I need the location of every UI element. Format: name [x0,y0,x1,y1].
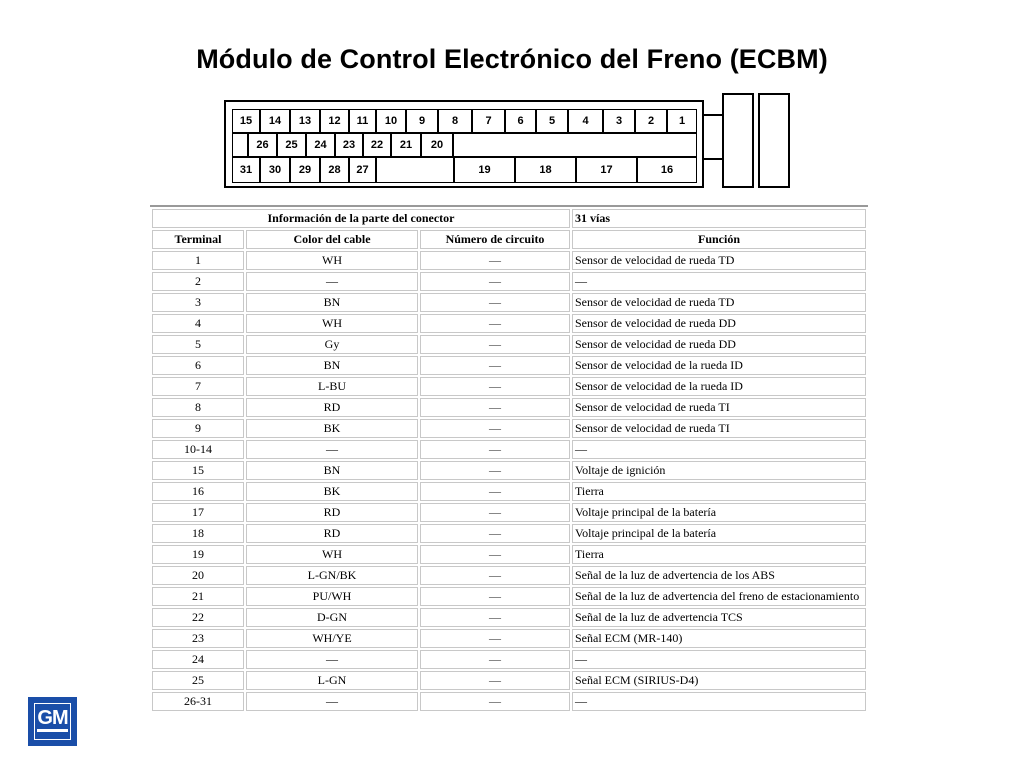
connector-info-value: 31 vías [572,209,866,228]
wire-color-cell: BN [246,461,418,480]
connector-pin: 3 [603,109,635,133]
connector-pin: 4 [568,109,603,133]
header-function: Función [572,230,866,249]
connector-pin: 28 [320,157,349,183]
terminal-cell: 26-31 [152,692,244,711]
circuit-number-cell: — [420,419,570,438]
function-cell: Señal de la luz de advertencia del freno de estacionamiento [572,587,866,606]
terminal-cell: 20 [152,566,244,585]
wire-color-cell: Gy [246,335,418,354]
connector-pin: 29 [290,157,320,183]
wire-color-cell: WH [246,314,418,333]
table-row [152,545,866,564]
terminal-cell: 21 [152,587,244,606]
table-row [152,251,866,270]
connector-pin: 22 [363,133,391,157]
circuit-number-cell: — [420,314,570,333]
gm-logo [28,697,77,746]
wire-color-cell: — [246,440,418,459]
table-row [152,272,866,291]
function-cell: — [572,272,866,291]
table-row [152,377,866,396]
function-cell: Sensor de velocidad de la rueda ID [572,356,866,375]
wire-color-cell: D-GN [246,608,418,627]
function-cell: Señal ECM (SIRIUS-D4) [572,671,866,690]
connector-pin: 17 [576,157,637,183]
circuit-number-cell: — [420,356,570,375]
terminal-cell: 17 [152,503,244,522]
pinout-table [150,207,868,713]
wire-color-cell: — [246,692,418,711]
table-row [152,398,866,417]
terminal-cell: 1 [152,251,244,270]
connector-latch-left [722,93,754,188]
terminal-cell: 24 [152,650,244,669]
table-row [152,629,866,648]
table-row [152,503,866,522]
wire-color-cell: RD [246,524,418,543]
wire-color-cell: RD [246,503,418,522]
wire-color-cell: L-GN [246,671,418,690]
connector-pin: 10 [376,109,406,133]
function-cell: Señal de la luz de advertencia de los ABS [572,566,866,585]
wire-color-cell: BK [246,482,418,501]
connector-diagram [224,100,704,188]
function-cell: Señal ECM (MR-140) [572,629,866,648]
connector-pin: 19 [454,157,515,183]
table-row [152,461,866,480]
connector-info-label: Información de la parte del conector [152,209,570,228]
circuit-number-cell: — [420,608,570,627]
connector-pin: 20 [421,133,453,157]
function-cell: Tierra [572,482,866,501]
circuit-number-cell: — [420,461,570,480]
header-terminal: Terminal [152,230,244,249]
circuit-number-cell: — [420,671,570,690]
table-row [152,356,866,375]
connector-pin: 25 [277,133,306,157]
terminal-cell: 16 [152,482,244,501]
function-cell: Voltaje principal de la batería [572,524,866,543]
terminal-cell: 3 [152,293,244,312]
connector-pin: 1 [667,109,697,133]
connector-stub-bottom [702,158,724,160]
terminal-cell: 5 [152,335,244,354]
table-row [152,440,866,459]
circuit-number-cell: — [420,545,570,564]
connector-pin: 18 [515,157,576,183]
connector-pin: 12 [320,109,349,133]
table-row [152,524,866,543]
circuit-number-cell: — [420,440,570,459]
connector-pin: 21 [391,133,421,157]
function-cell: Sensor de velocidad de rueda TI [572,419,866,438]
function-cell: — [572,440,866,459]
function-cell: Sensor de velocidad de rueda TI [572,398,866,417]
function-cell: Sensor de velocidad de la rueda ID [572,377,866,396]
terminal-cell: 22 [152,608,244,627]
wire-color-cell: — [246,650,418,669]
connector-pin: 23 [335,133,363,157]
table-row [152,650,866,669]
wire-color-cell: PU/WH [246,587,418,606]
table-row [152,419,866,438]
terminal-cell: 2 [152,272,244,291]
terminal-cell: 8 [152,398,244,417]
terminal-cell: 6 [152,356,244,375]
circuit-number-cell: — [420,377,570,396]
wire-color-cell: — [246,272,418,291]
connector-pin: 9 [406,109,438,133]
table-row [152,566,866,585]
connector-pin: 27 [349,157,376,183]
connector-latch-right [758,93,790,188]
terminal-cell: 19 [152,545,244,564]
table-row [152,671,866,690]
circuit-number-cell: — [420,566,570,585]
terminal-cell: 9 [152,419,244,438]
terminal-cell: 18 [152,524,244,543]
circuit-number-cell: — [420,272,570,291]
connector-pin: 16 [637,157,697,183]
connector-stub-top [702,114,724,116]
terminal-cell: 25 [152,671,244,690]
circuit-number-cell: — [420,587,570,606]
connector-pin: 24 [306,133,335,157]
wire-color-cell: BN [246,356,418,375]
wire-color-cell: WH [246,251,418,270]
circuit-number-cell: — [420,524,570,543]
connector-blank-cell [376,157,454,183]
circuit-number-cell: — [420,629,570,648]
table-row [152,482,866,501]
table-row [152,335,866,354]
function-cell: Tierra [572,545,866,564]
wire-color-cell: RD [246,398,418,417]
connector-pin: 7 [472,109,505,133]
header-circuit-number: Número de circuito [420,230,570,249]
wire-color-cell: BK [246,419,418,438]
function-cell: — [572,692,866,711]
circuit-number-cell: — [420,293,570,312]
terminal-cell: 10-14 [152,440,244,459]
terminal-cell: 4 [152,314,244,333]
connector-pin: 13 [290,109,320,133]
wire-color-cell: WH/YE [246,629,418,648]
wire-color-cell: L-BU [246,377,418,396]
table-row [152,314,866,333]
function-cell: Sensor de velocidad de rueda TD [572,251,866,270]
connector-pin: 31 [232,157,260,183]
connector-info-row [152,209,866,228]
circuit-number-cell: — [420,398,570,417]
circuit-number-cell: — [420,335,570,354]
slide-title: Módulo de Control Electrónico del Freno (ECBM) [196,44,828,74]
function-cell: Sensor de velocidad de rueda DD [572,314,866,333]
function-cell: Voltaje principal de la batería [572,503,866,522]
connector-pin: 8 [438,109,472,133]
table-row [152,608,866,627]
gm-logo-text: GM [37,708,67,732]
connector-pin: 6 [505,109,536,133]
circuit-number-cell: — [420,251,570,270]
wire-color-cell: BN [246,293,418,312]
connector-pin: 26 [248,133,277,157]
function-cell: — [572,650,866,669]
header-wire-color: Color del cable [246,230,418,249]
connector-pin: 2 [635,109,667,133]
connector-pin: 15 [232,109,260,133]
function-cell: Sensor de velocidad de rueda TD [572,293,866,312]
table-row [152,587,866,606]
wire-color-cell: L-GN/BK [246,566,418,585]
function-cell: Señal de la luz de advertencia TCS [572,608,866,627]
connector-pin: 14 [260,109,290,133]
function-cell: Sensor de velocidad de rueda DD [572,335,866,354]
table-row [152,692,866,711]
circuit-number-cell: — [420,482,570,501]
terminal-cell: 15 [152,461,244,480]
connector-blank-cell [232,133,248,157]
circuit-number-cell: — [420,692,570,711]
terminal-cell: 7 [152,377,244,396]
circuit-number-cell: — [420,650,570,669]
circuit-number-cell: — [420,503,570,522]
table-row [152,293,866,312]
connector-pin: 30 [260,157,290,183]
function-cell: Voltaje de ignición [572,461,866,480]
wire-color-cell: WH [246,545,418,564]
terminal-cell: 23 [152,629,244,648]
header-row [152,230,866,249]
connector-pin: 11 [349,109,376,133]
connector-blank-cell [453,133,697,157]
connector-pin: 5 [536,109,568,133]
